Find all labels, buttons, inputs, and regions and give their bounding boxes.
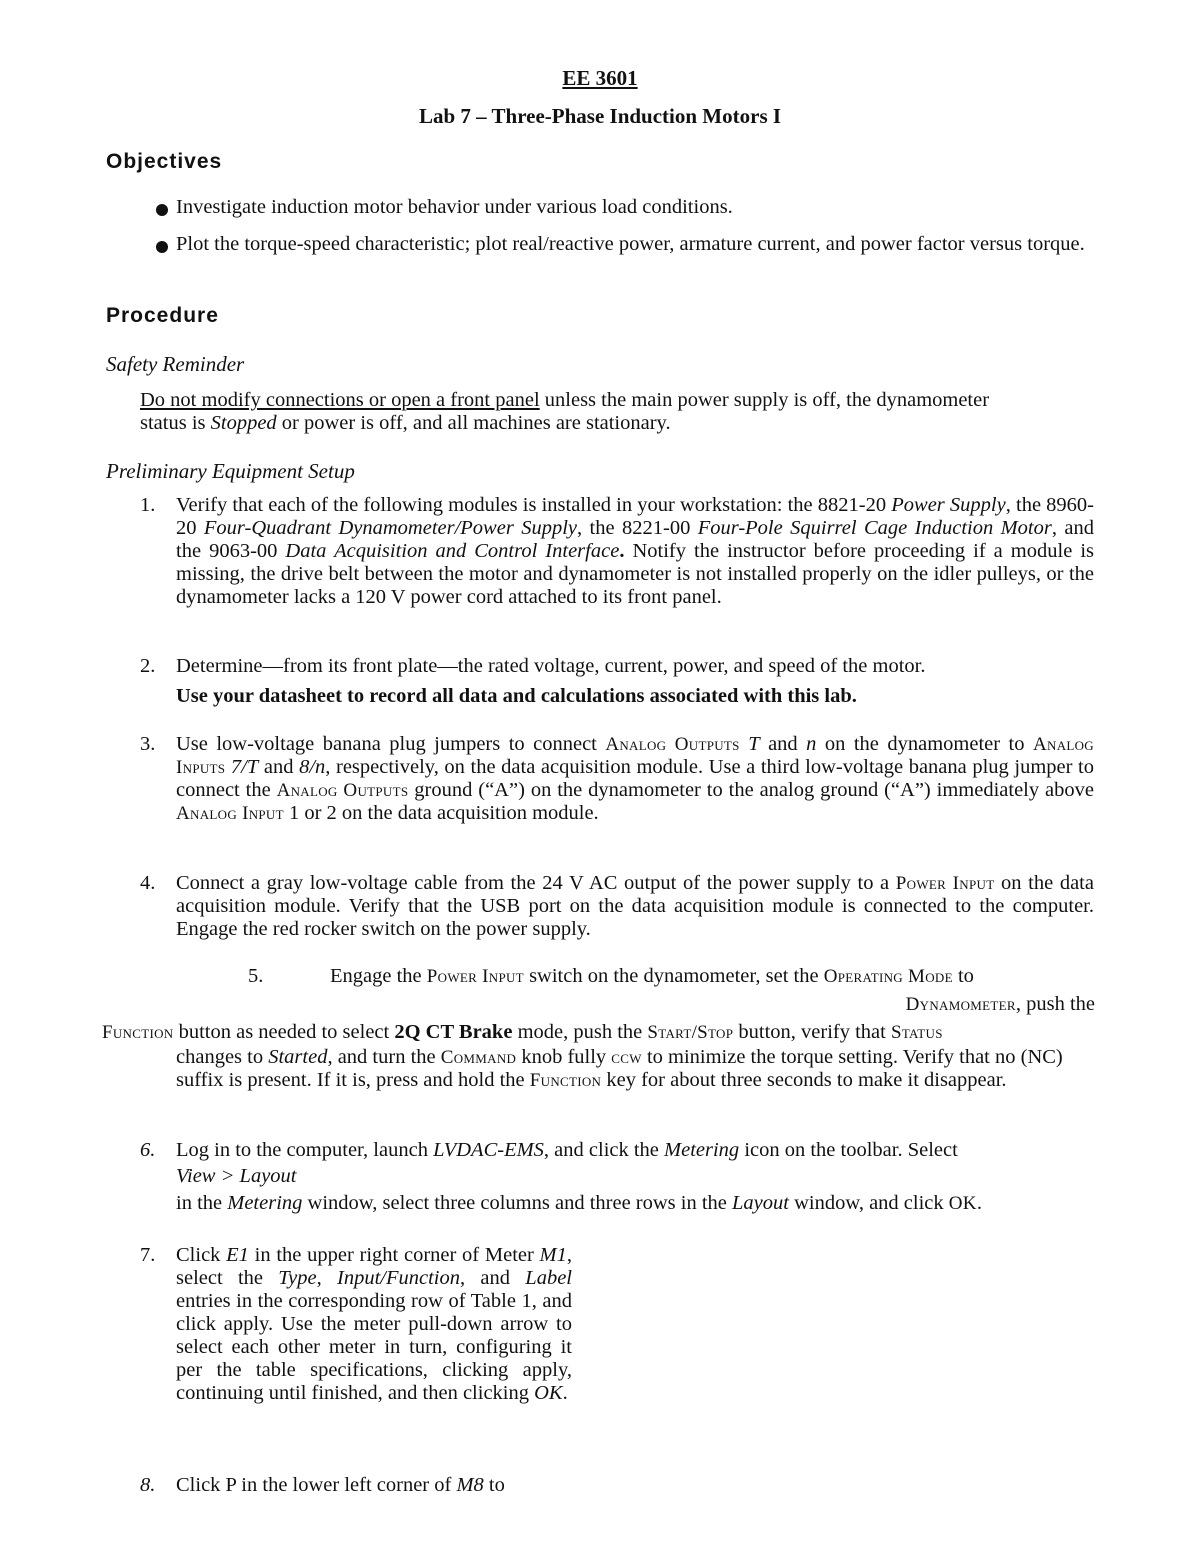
course-code: EE 3601 bbox=[562, 66, 638, 90]
step-5-line-3: Function button as needed to select 2Q CT Brake mode, push the Start/Stop button, verify that Status bbox=[102, 1021, 943, 1043]
bullet-icon bbox=[156, 241, 168, 253]
step-number: 1. bbox=[140, 494, 156, 516]
step-3: Use low-voltage banana plug jumpers to connect Analog Outputs T and n on the dynamometer to Analog Inputs 7/T and 8/n, respectively, on the data acquisition module. Use a third low-voltage banana plug jumper to connect the Analog Outputs ground (“A”) on the dynamometer to the analog ground (“A”) immediately above Analog Input 1 or 2 on the data acquisition module. bbox=[176, 733, 1094, 824]
step-number: 4. bbox=[140, 872, 156, 894]
step-5-rest: changes to Started, and turn the Command knob fully ccw to minimize the torque setting. Verify that no (NC) suffix is present. If it is, press and hold the Function key for about three seconds to make it disappear. bbox=[176, 1046, 1063, 1091]
step-number: 8. bbox=[140, 1474, 156, 1496]
bullet-icon bbox=[156, 204, 168, 216]
step-6: Log in to the computer, launch LVDAC-EMS, and click the Metering icon on the toolbar. Select View > Layout in the Metering window, select three columns and three rows in the Layout window, and click OK. bbox=[176, 1139, 982, 1214]
setup-heading: Preliminary Equipment Setup bbox=[106, 459, 355, 483]
step-number: 7. bbox=[140, 1244, 156, 1266]
lab-title: Lab 7 – Three-Phase Induction Motors I bbox=[418, 104, 782, 128]
safety-text: Do not modify connections or open a front panel unless the main power supply is off, the dynamometer status is Stopped or power is off, and all machines are stationary. bbox=[140, 389, 990, 434]
objectives-heading: Objectives bbox=[106, 150, 223, 173]
step-5-line-1: Engage the Power Input switch on the dynamometer, set the Operating Mode to bbox=[330, 965, 974, 987]
safety-heading: Safety Reminder bbox=[106, 352, 245, 376]
step-2: Determine—from its front plate—the rated voltage, current, power, and speed of the motor. Use your datasheet to record all data and calculations associated with this lab. bbox=[176, 655, 1094, 708]
procedure-heading: Procedure bbox=[106, 304, 219, 327]
step-number: 5. bbox=[248, 965, 264, 987]
datasheet-note: Use your datasheet to record all data and calculations associated with this lab. bbox=[176, 685, 857, 707]
step-7: Click E1 in the upper right corner of Meter M1, select the Type, Input/Function, and Label entries in the corresponding row of Table 1, and click apply. Use the meter pull-down arrow to select each other meter in turn, configuring it per the table specifications, clicking apply, continuing until finished, and then clicking OK. bbox=[176, 1244, 572, 1404]
step-number: 3. bbox=[140, 733, 156, 755]
step-1: Verify that each of the following modules is installed in your workstation: the 8821-20 Power Supply, the 8960-20 Four-Quadrant Dynamometer/Power Supply, the 8221-00 Four-Pole Squirrel Cage Induction Motor, and the 9063-00 Data Acquisition and Control Interface. Notify the instructor before proceeding if a module is missing, the drive belt between the motor and dynamometer is not installed properly on the idler pulleys, or the dynamometer lacks a 120 V power cord attached to its front panel. bbox=[176, 494, 1095, 608]
step-4: Connect a gray low-voltage cable from the 24 V AC output of the power supply to a Power Input on the data acquisition module. Verify that the USB port on the data acquisition module is connected to the computer. Engage the red rocker switch on the power supply. bbox=[176, 872, 1094, 940]
step-8: Click P in the lower left corner of M8 to bbox=[176, 1474, 505, 1496]
step-number: 6. bbox=[140, 1139, 156, 1161]
step-number: 2. bbox=[140, 655, 156, 677]
step-5-line-2: Dynamometer, push the bbox=[905, 993, 1095, 1015]
